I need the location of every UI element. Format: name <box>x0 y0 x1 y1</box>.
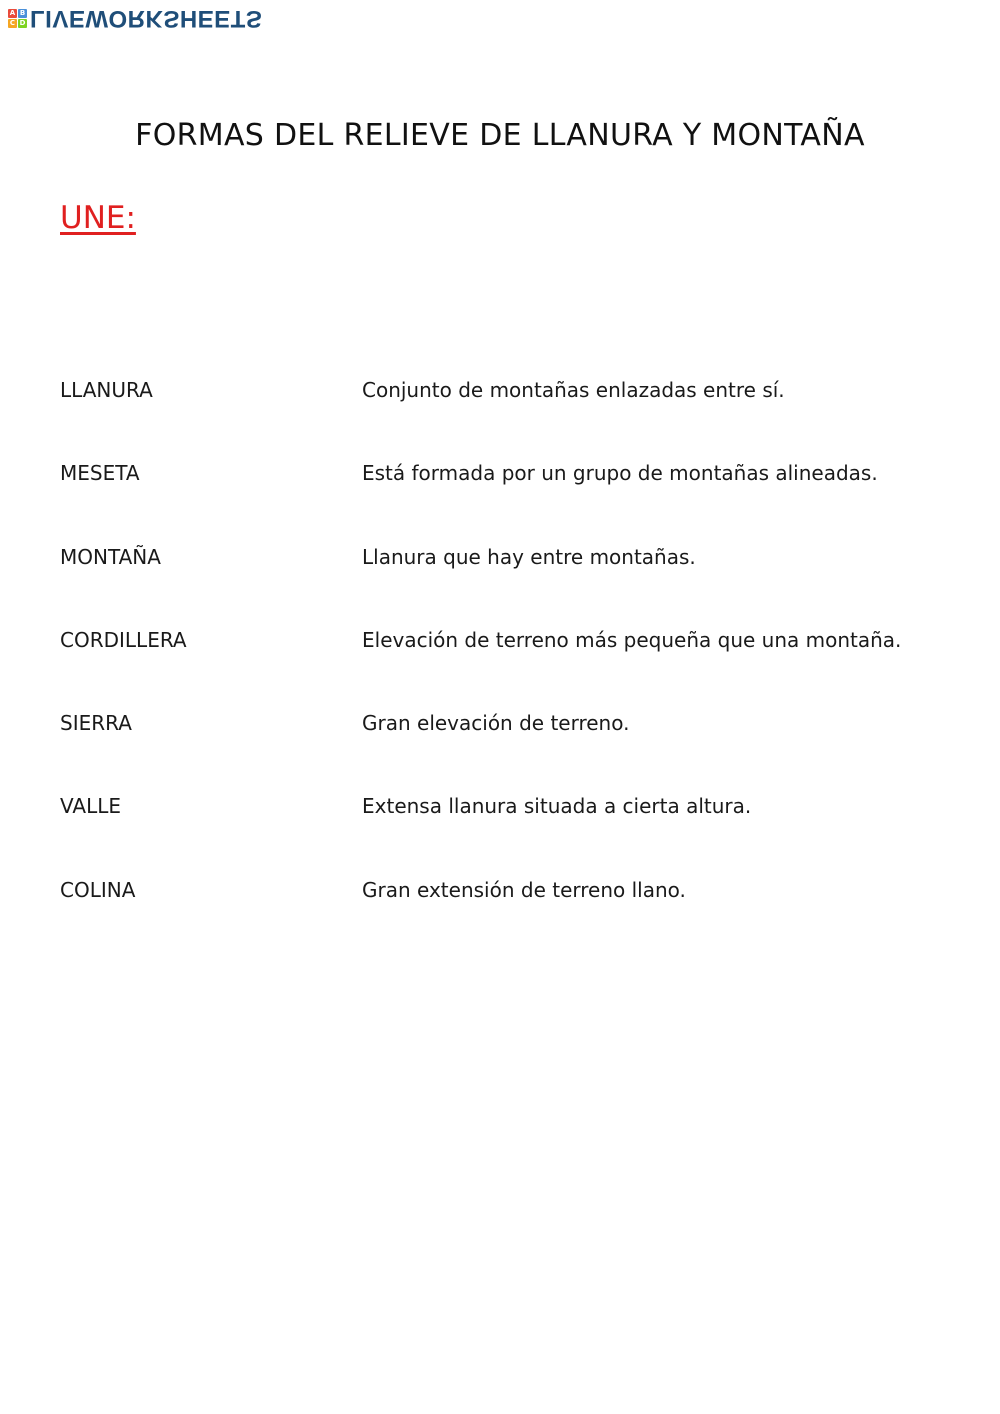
match-row-valle <box>60 794 960 877</box>
definition-1[interactable]: Conjunto de montañas enlazadas entre sí. <box>362 378 785 402</box>
logo-block-c: C <box>9 18 16 27</box>
instruction-label: UNE: <box>60 200 136 236</box>
term-colina[interactable]: COLINA <box>60 877 136 902</box>
logo-block-d: D <box>19 18 26 27</box>
match-row-meseta <box>60 461 960 544</box>
definition-4[interactable]: Elevación de terreno más pequeña que una montaña. <box>362 627 902 652</box>
logo-text: LIVEWORKSHEETS <box>30 5 263 32</box>
definition-2[interactable]: Está formada por un grupo de montañas alineadas. <box>362 461 878 486</box>
term-meseta[interactable]: MESETA <box>60 461 140 486</box>
matching-list <box>60 378 960 961</box>
definition-6[interactable]: Extensa llanura situada a cierta altura. <box>362 794 752 819</box>
logo-block-a: A <box>9 8 16 17</box>
term-llanura[interactable]: LLANURA <box>60 378 153 402</box>
match-row-llanura <box>60 378 960 461</box>
logo-blocks-icon <box>8 9 27 28</box>
definition-3[interactable]: Llanura que hay entre montañas. <box>362 544 696 569</box>
match-row-montana <box>60 545 960 628</box>
definition-5[interactable]: Gran elevación de terreno. <box>362 711 630 736</box>
definition-7[interactable]: Gran extensión de terreno llano. <box>362 877 686 902</box>
match-row-sierra <box>60 711 960 794</box>
term-montana[interactable]: MONTAÑA <box>60 544 161 569</box>
term-cordillera[interactable]: CORDILLERA <box>60 627 187 652</box>
liveworksheets-logo <box>8 4 262 32</box>
match-row-cordillera <box>60 628 960 711</box>
match-row-colina <box>60 878 960 961</box>
page-title: FORMAS DEL RELIEVE DE LLANURA Y MONTAÑA <box>135 118 865 153</box>
term-valle[interactable]: VALLE <box>60 794 122 819</box>
logo-block-b: B <box>19 8 26 17</box>
term-sierra[interactable]: SIERRA <box>60 711 132 736</box>
